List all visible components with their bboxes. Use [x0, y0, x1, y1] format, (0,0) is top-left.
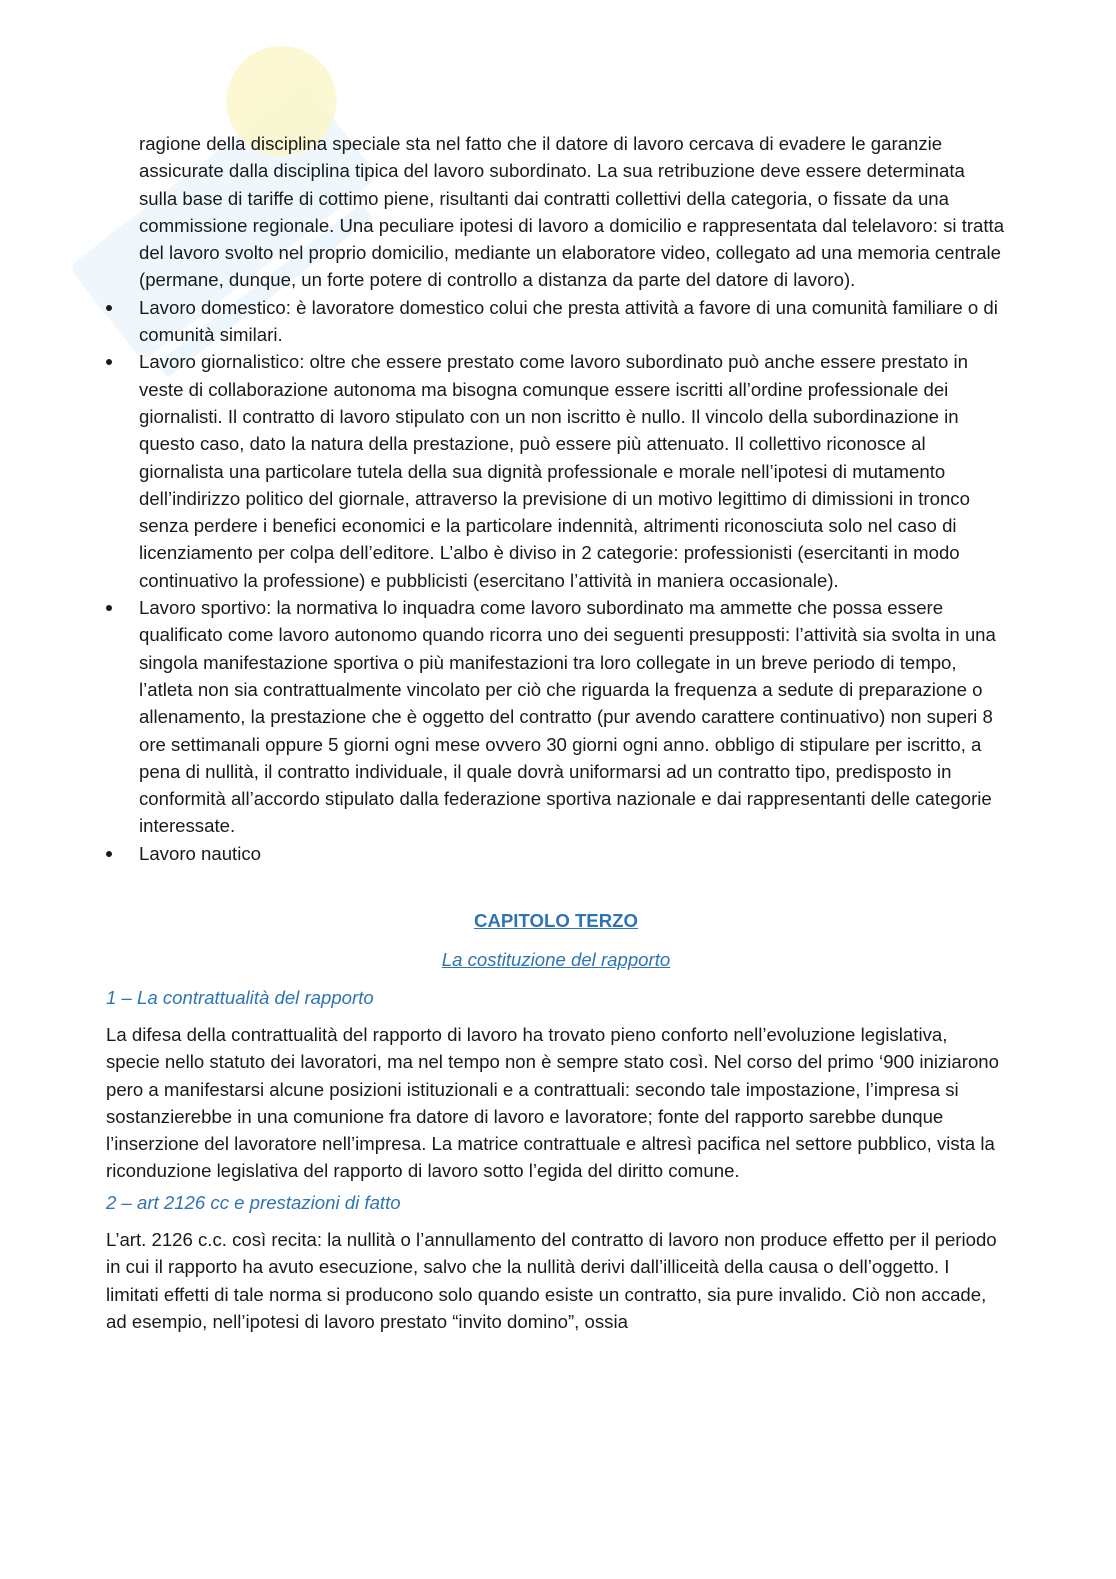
list-item	[106, 294, 1006, 349]
bullet-icon	[106, 305, 112, 311]
section-body: L’art. 2126 c.c. così recita: la nullità o l’annullamento del contratto di lavoro non produce effetto per il periodo in cui il rapporto ha avuto esecuzione, salvo che la nullità derivi dall’illiceità della causa o dell’oggetto. I limitati effetti di tale norma si producono solo quando esiste un contratto, sia pure invalido. Ciò non accade, ad esempio, nell’ipotesi di lavoro prestato “invito domino”, ossia	[106, 1228, 997, 1332]
section-heading: 1 – La contrattualità del rapporto	[106, 986, 374, 1008]
list-item	[106, 840, 1006, 867]
chapter-subtitle: La costituzione del rapporto	[441, 949, 671, 971]
bullet-list	[106, 294, 1006, 867]
list-item	[106, 594, 1006, 840]
section-body: La difesa della contrattualità del rapporto di lavoro ha trovato pieno conforto nell’evoluzione legislativa, specie nello statuto dei lavoratori, ma nel tempo non è sempre stato così. Nel corso del primo ‘900 iniziarono pero a manifestarsi alcune posizioni istituzionali e a contrattuali: secondo tale impostazione, l’impresa si sostanzierebbe in una comunione fra datore di lavoro e lavoratore; fonte del rapporto sarebbe dunque l’inserzione del lavoratore nell’impresa. La matrice contrattuale e altresì pacifica nel settore pubblico, vista la riconduzione legislativa del rapporto di lavoro sotto l’egida del diritto comune.	[106, 1023, 999, 1182]
list-item-text: Lavoro sportivo: la normativa lo inquadra come lavoro subordinato ma ammette che possa essere qualificato come lavoro autonomo quando ricorra uno dei seguenti presupposti: l’attività sia svolta in una singola manifestazione sportiva o più manifestazioni tra loro collegate in un breve periodo di tempo, l’atleta non sia contrattualmente vincolato per ciò che riguarda la frequenza a sedute di preparazione o allenamento, la prestazione che è oggetto del contratto (pur avendo carattere continuativo) non superi 8 ore settimanali oppure 5 giorni ogni mese ovvero 30 giorni ogni anno. obbligo di stipulare per iscritto, a pena di nullità, il contratto individuale, il quale dovrà uniformarsi ad un contratto tipo, predisposto in conformità all’accordo stipulato dalla federazione sportiva nazionale e dai rappresentanti delle categorie interessate.	[139, 597, 996, 837]
list-item	[106, 348, 1006, 594]
list-item-text: Lavoro domestico: è lavoratore domestico colui che presta attività a favore di una comunità familiare o di comunità similari.	[139, 296, 998, 346]
bullet-icon	[106, 851, 112, 857]
section-heading: 2 – art 2126 cc e prestazioni di fatto	[106, 1191, 401, 1213]
chapter-title: CAPITOLO TERZO	[474, 910, 638, 932]
bullet-icon	[106, 359, 112, 365]
bullet-icon	[106, 605, 112, 611]
intro-paragraph: ragione della disciplina speciale sta nel fatto che il datore di lavoro cercava di evadere le garanzie assicurate dalla disciplina tipica del lavoro subordinato. La sua retribuzione deve essere determinata sulla base di tariffe di cottimo piene, risultanti dai contratti collettivi della categoria, o fissate da una commissione regionale. Una peculiare ipotesi di lavoro a domicilio e rappresentata dal telelavoro: si tratta del lavoro svolto nel proprio domicilio, mediante un elaboratore video, collegato ad una memoria centrale (permane, dunque, un forte potere di controllo a distanza da parte del datore di lavoro).	[139, 133, 1005, 291]
list-item-text: Lavoro nautico	[139, 842, 261, 864]
document-page	[106, 130, 1006, 1335]
list-item-text: Lavoro giornalistico: oltre che essere prestato come lavoro subordinato può anche essere prestato in veste di collaborazione autonoma ma bisogna comunque essere iscritti all’ordine professionale dei giornalisti. Il contratto di lavoro stipulato con un non iscritto è nullo. Il vincolo della subordinazione in questo caso, dato la natura della prestazione, può essere più attenuato. Il collettivo riconosce al giornalista una particolare tutela della sua dignità professionale e morale nell’ipotesi di mutamento dell’indirizzo politico del giornale, attraverso la previsione di un motivo legittimo di dimissioni in tronco senza perdere i benefici economici e la particolare indennità, altrimenti riconosciuta solo nel caso di licenziamento per colpa dell’editore. L’albo è diviso in 2 categorie: professionisti (esercitanti in modo continuativo la professione) e pubblicisti (esercitano l’attività in maniera occasionale).	[139, 351, 970, 591]
